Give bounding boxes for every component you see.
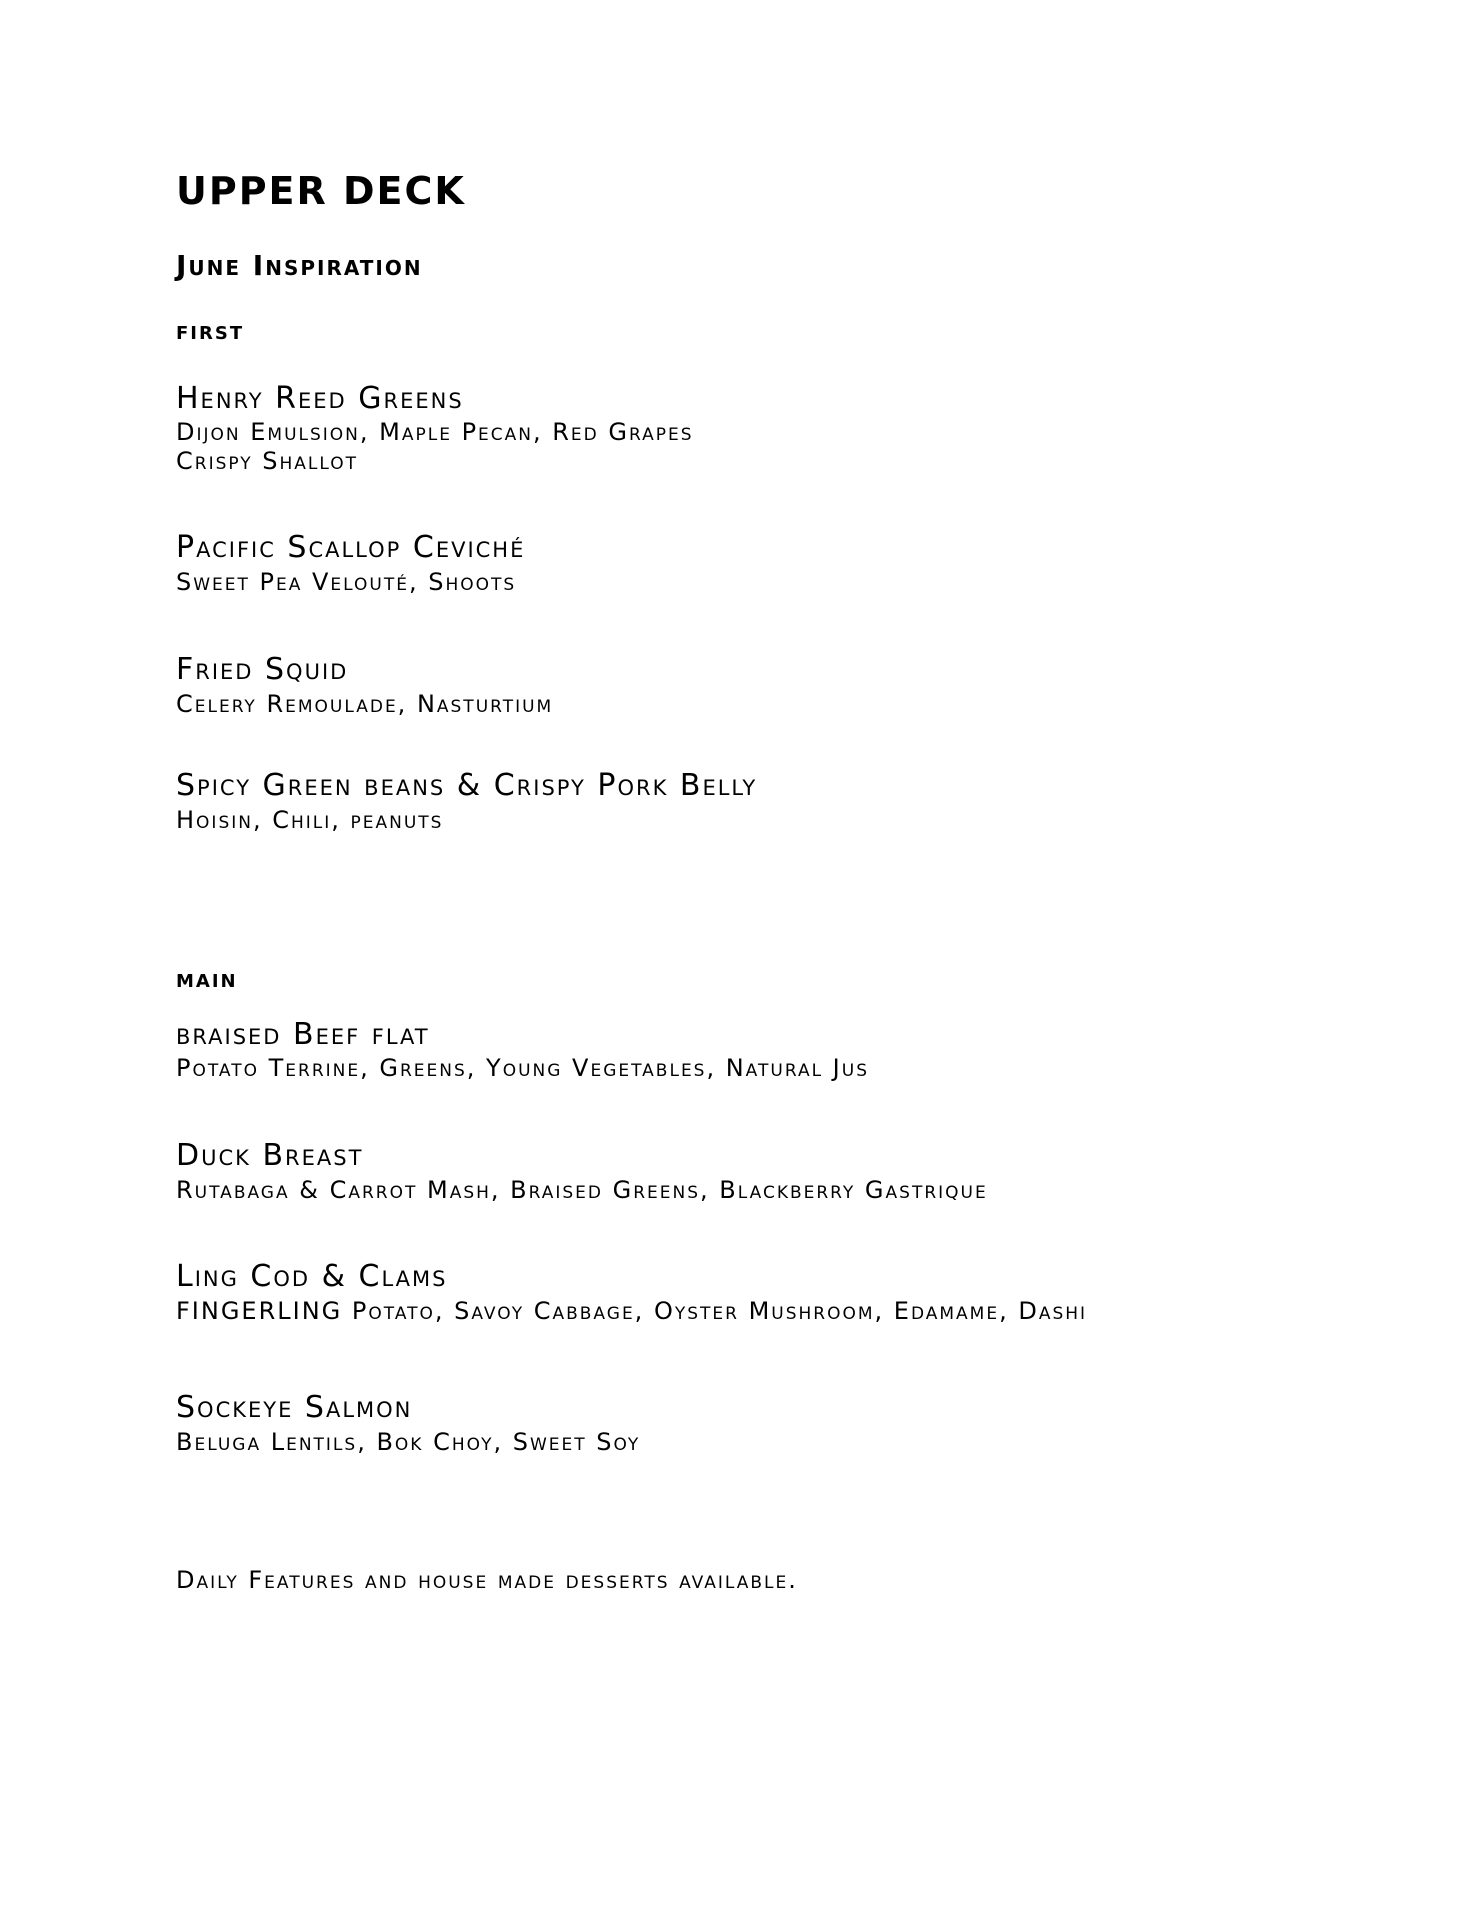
dish-name: Pacific Scallop Ceviché [176,530,526,565]
dish-description: FINGERLING Potato, Savoy Cabbage, Oyster Mushroom, Edamame, Dashi [176,1297,1088,1325]
dish-description: Beluga Lentils, Bok Choy, Sweet Soy [176,1428,641,1456]
section-heading-main: main [176,964,238,994]
dish-description: Celery Remoulade, Nasturtium [176,690,554,718]
dish-name: Spicy Green beans & Crispy Pork Belly [176,768,758,803]
dish-description: Rutabaga & Carrot Mash, Braised Greens, Blackberry Gastrique [176,1176,988,1204]
section-heading-first: first [176,316,245,346]
dish-description: Crispy Shallot [176,447,359,475]
dish-description: Potato Terrine, Greens, Young Vegetables, Natural Jus [176,1054,869,1082]
dish-description: Dijon Emulsion, Maple Pecan, Red Grapes [176,418,694,446]
dish-name: Duck Breast [176,1138,364,1173]
dish-name: Fried Squid [176,652,349,687]
dish-name: Sockeye Salmon [176,1390,413,1425]
dish-name: Ling Cod & Clams [176,1259,448,1294]
restaurant-title: UPPER DECK [176,169,466,213]
footer-note: Daily Features and house made desserts available. [176,1566,798,1594]
dish-name: braised Beef flat [176,1017,430,1052]
menu-subtitle: June Inspiration [176,249,423,282]
dish-name: Henry Reed Greens [176,381,464,416]
dish-description: Sweet Pea Velouté, Shoots [176,568,517,596]
dish-description: Hoisin, Chili, peanuts [176,806,444,834]
